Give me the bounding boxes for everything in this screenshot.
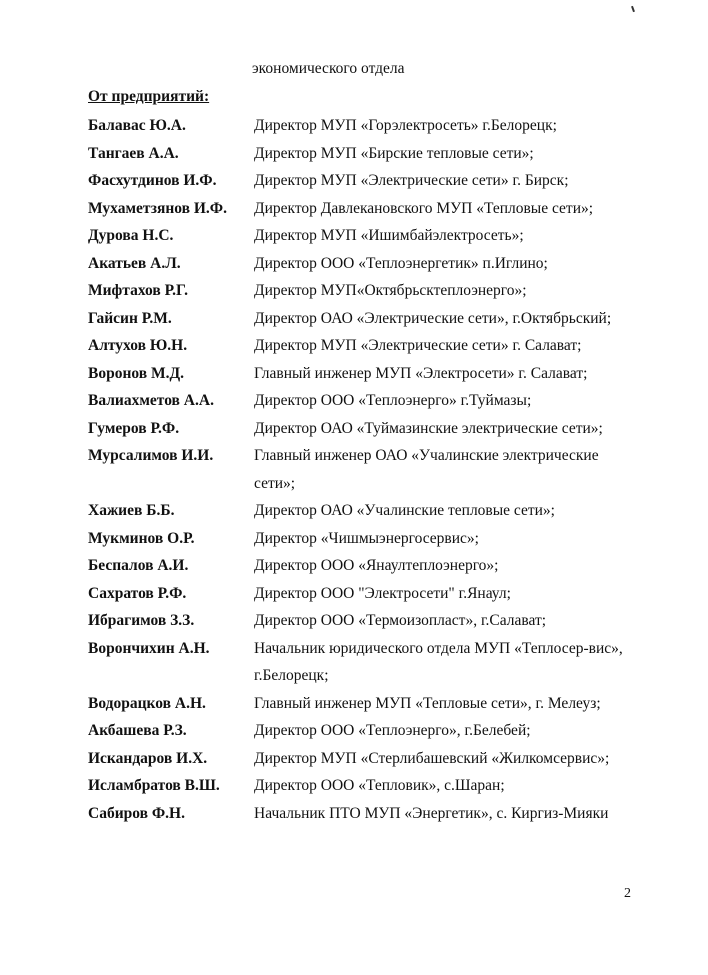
list-item (88, 250, 648, 278)
person-role: Директор ООО «Термоизопласт», г.Салават; (254, 612, 547, 629)
list-item (88, 800, 648, 828)
person-name: Ворончихин А.Н. (88, 639, 210, 657)
list-item (88, 332, 648, 360)
attendee-list (88, 112, 648, 827)
person-name: Искандаров И.Х. (88, 749, 208, 767)
person-name: Фасхутдинов И.Ф. (88, 172, 217, 189)
person-role: Главный инженер МУП «Электросети» г. Салават; (254, 364, 588, 382)
person-role: Директор ООО "Электросети" г.Янаул; (254, 584, 511, 602)
list-item (88, 690, 648, 718)
list-item (88, 552, 648, 580)
list-item (88, 772, 648, 800)
person-name: Мурсалимов И.И. (88, 447, 214, 464)
heading-line: экономического отдела (252, 60, 405, 77)
person-name: Мифтахов Р.Г. (88, 282, 189, 299)
person-role: Начальник юридического отдела МУП «Теплосер-вис», г.Белорецк; (254, 639, 623, 684)
person-name: Акбашева Р.З. (88, 722, 187, 739)
person-name: Валиахметов А.А. (88, 392, 214, 409)
list-item (88, 140, 648, 168)
list-item (88, 167, 648, 195)
person-name: Акатьев А.Л. (88, 254, 181, 272)
page-number: 2 (624, 886, 631, 901)
person-name: Алтухов Ю.Н. (88, 337, 188, 354)
section-title: От предприятий: (88, 88, 210, 105)
person-name: Беспалов А.И. (88, 557, 189, 574)
list-item (88, 442, 648, 497)
person-role: Директор Давлекановского МУП «Тепловые сети»; (254, 199, 594, 217)
person-name: Сабиров Ф.Н. (88, 804, 185, 822)
person-name: Тангаев А.А. (88, 144, 179, 162)
person-role: Директор ООО «Янаултеплоэнерго»; (254, 557, 499, 574)
person-role: Директор МУП «Горэлектросеть» г.Белорецк; (254, 117, 557, 134)
list-item (88, 635, 648, 690)
person-role: Директор «Чишмыэнергосервис»; (254, 529, 479, 547)
list-item (88, 222, 648, 250)
list-item (88, 305, 648, 333)
person-role: Директор ООО «Тепловик», с.Шаран; (254, 777, 505, 794)
person-role: Директор ОАО «Учалинские тепловые сети»; (254, 502, 555, 519)
person-role: Главный инженер ОАО «Учалинские электрические сети»; (254, 447, 599, 492)
person-role: Директор МУП «Электрические сети» г. Салават; (254, 337, 582, 354)
person-name: Воронов М.Д. (88, 364, 185, 382)
person-role: Директор ООО «Теплоэнерго», г.Белебей; (254, 722, 531, 739)
list-item (88, 387, 648, 415)
list-item (88, 525, 648, 553)
person-name: Мукминов О.Р. (88, 529, 195, 547)
person-name: Гайсин Р.М. (88, 309, 172, 327)
person-role: Директор МУП «Бирские тепловые сети»; (254, 144, 534, 162)
list-item (88, 497, 648, 525)
list-item (88, 607, 648, 635)
list-item (88, 745, 648, 773)
person-role: Директор МУП «Стерлибашевский «Жилкомсервис»; (254, 749, 610, 767)
person-name: Гумеров Р.Ф. (88, 419, 180, 437)
person-role: Главный инженер МУП «Тепловые сети», г. Мелеуз; (254, 694, 601, 712)
person-name: Мухаметзянов И.Ф. (88, 199, 227, 217)
person-role: Директор ООО «Теплоэнерго» г.Туймазы; (254, 392, 532, 409)
scan-mark (631, 6, 635, 12)
list-item (88, 415, 648, 443)
list-item (88, 195, 648, 223)
person-role: Директор ОАО «Электрические сети», г.Октябрьский; (254, 309, 612, 327)
list-item (88, 112, 648, 140)
list-item (88, 717, 648, 745)
person-name: Исламбратов В.Ш. (88, 777, 220, 794)
person-name: Ибрагимов З.З. (88, 612, 195, 629)
list-item (88, 360, 648, 388)
person-role: Директор ОАО «Туймазинские электрические сети»; (254, 419, 603, 437)
person-name: Балавас Ю.А. (88, 117, 186, 134)
list-item (88, 580, 648, 608)
person-role: Директор МУП «Электрические сети» г. Бирск; (254, 172, 569, 189)
list-item (88, 277, 648, 305)
person-name: Дурова Н.С. (88, 227, 174, 244)
person-name: Хажиев Б.Б. (88, 502, 175, 519)
person-name: Водорацков А.Н. (88, 694, 206, 712)
person-name: Сахратов Р.Ф. (88, 584, 187, 602)
person-role: Директор ООО «Теплоэнергетик» п.Иглино; (254, 254, 548, 272)
person-role: Директор МУП «Ишимбайэлектросеть»; (254, 227, 524, 244)
person-role: Начальник ПТО МУП «Энергетик», с. Киргиз-Мияки (254, 804, 609, 822)
person-role: Директор МУП«Октябрьсктеплоэнерго»; (254, 282, 527, 299)
